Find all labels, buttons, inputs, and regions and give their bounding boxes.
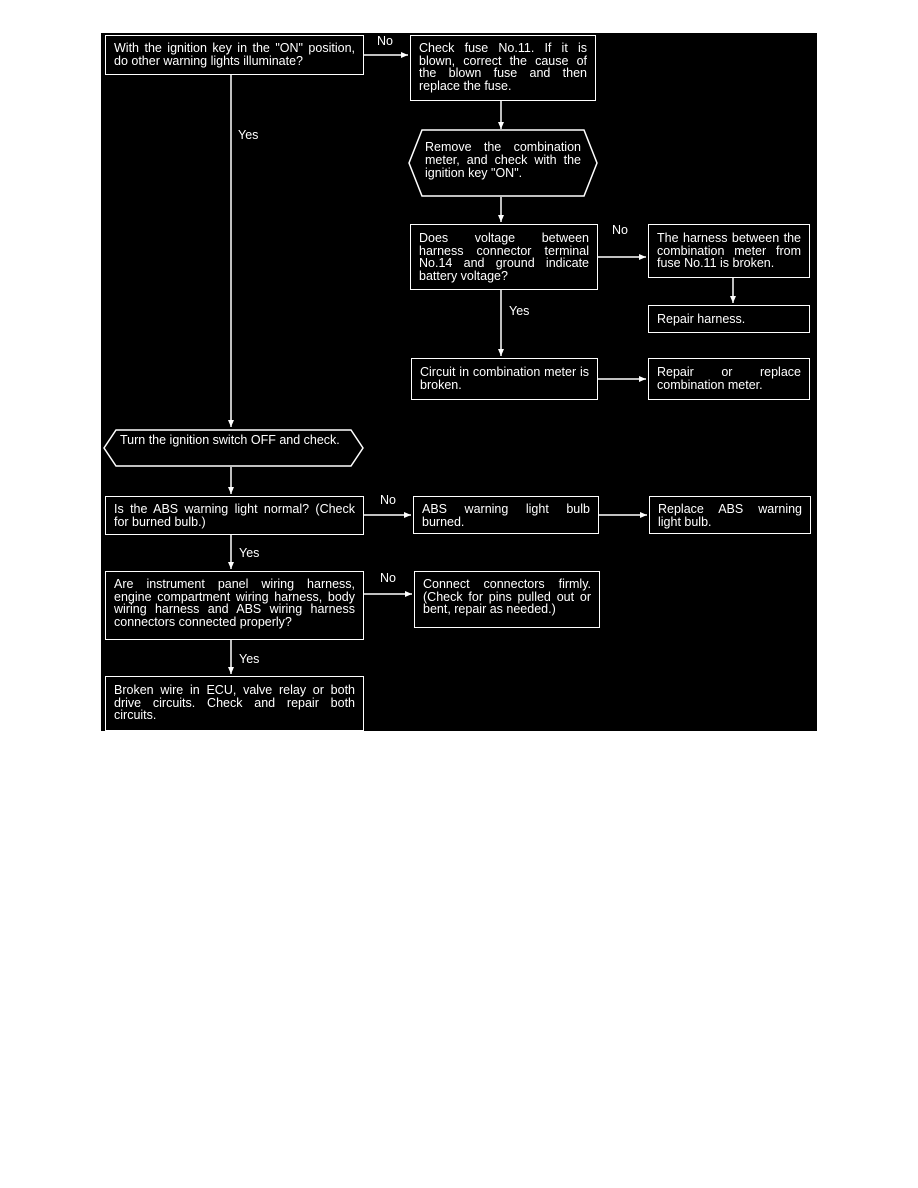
node-q-abs-light: Is the ABS warning light normal? (Check for burned bulb.) (105, 496, 364, 535)
node-q-warning-lights: With the ignition key in the "ON" position, do other warning lights illuminate? (105, 35, 364, 75)
node-check-fuse: Check fuse No.11. If it is blown, correct the cause of the blown fuse and then replace the fuse. (410, 35, 596, 101)
turn-off-text: Turn the ignition switch OFF and check. (120, 433, 340, 447)
node-q-connectors: Are instrument panel wiring harness, engine compartment wiring harness, body wiring harness and ABS wiring harness connectors connected properly? (105, 571, 364, 640)
node-remove-meter (408, 129, 598, 197)
label-yes-connectors: Yes (239, 652, 260, 666)
node-connect-firmly: Connect connectors firmly. (Check for pins pulled out or bent, repair as needed.) (414, 571, 600, 628)
label-no-abs: No (380, 493, 396, 507)
label-yes-voltage: Yes (509, 304, 530, 318)
node-bulb-burned: ABS warning light bulb burned. (413, 496, 599, 534)
node-repair-meter: Repair or replace combination meter. (648, 358, 810, 400)
remove-meter-text: Remove the combination meter, and check with the ignition key "ON". (425, 140, 581, 180)
label-no-q1: No (377, 34, 393, 48)
node-broken-wire: Broken wire in ECU, valve relay or both drive circuits. Check and repair both circuits. (105, 676, 364, 731)
node-turn-off (103, 429, 364, 467)
label-yes-abs: Yes (239, 546, 260, 560)
node-repair-harness: Repair harness. (648, 305, 810, 333)
node-q-voltage: Does voltage between harness connector terminal No.14 and ground indicate battery voltage? (410, 224, 598, 290)
abs-warning-light-flowchart (101, 33, 817, 731)
node-harness-broken: The harness between the combination meter from fuse No.11 is broken. (648, 224, 810, 278)
label-no-voltage: No (612, 223, 628, 237)
node-circuit-broken: Circuit in combination meter is broken. (411, 358, 598, 400)
label-no-connectors: No (380, 571, 396, 585)
node-replace-bulb: Replace ABS warning light bulb. (649, 496, 811, 534)
label-yes-q1: Yes (238, 128, 259, 142)
